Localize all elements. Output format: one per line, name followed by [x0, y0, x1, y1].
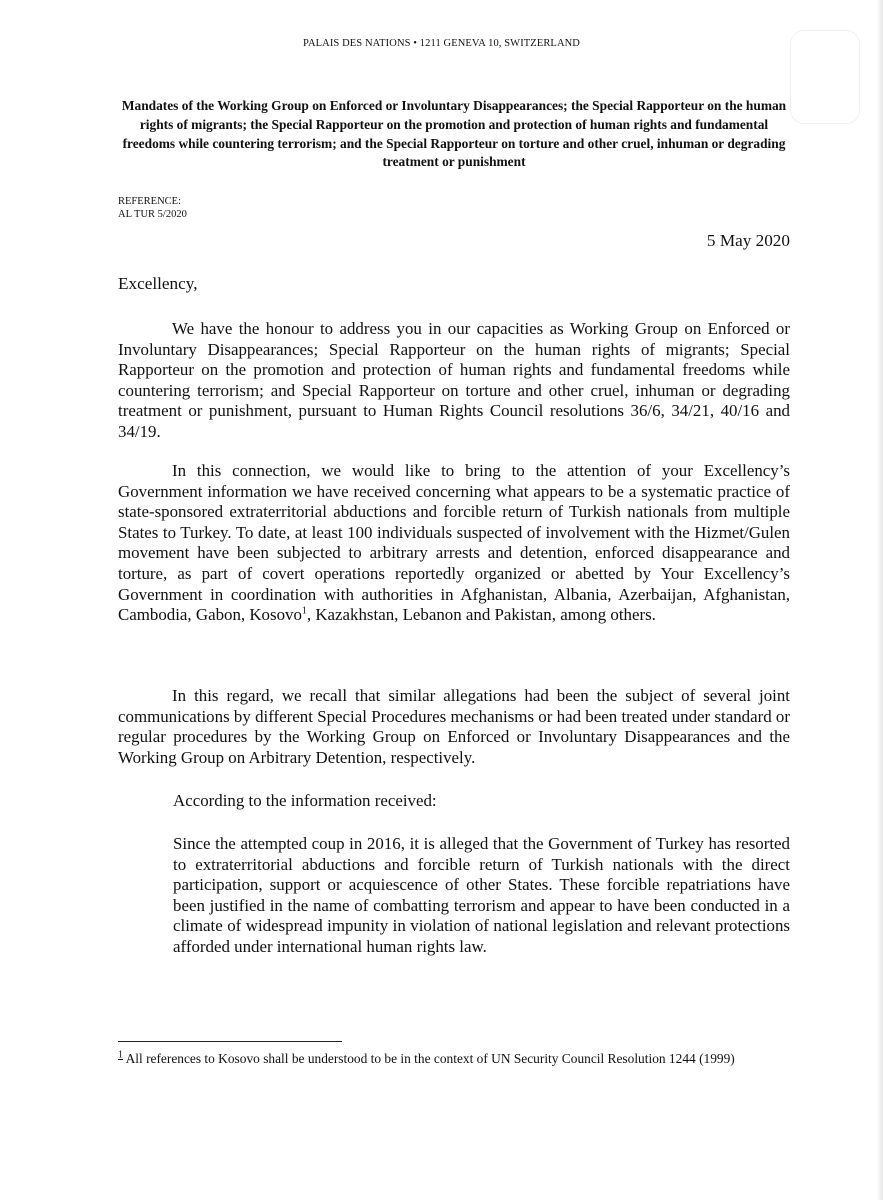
paragraph-allegations-tail: , Kazakhstan, Lebanon and Pakistan, among others. [306, 605, 656, 625]
paragraph-information-intro: According to the information received: [173, 791, 437, 810]
information-received-block: Since the attempted coup in 2016, it is alleged that the Government of Turkey has resorted to extraterritorial abductions and forcible return of Turkish nationals with the direct participation, support or acquiescence of other States. These forcible repatriations have been justified in the name of combatting terrorism and appear to have been conducted in a climate of widespread impunity in violation of national legislation and relevant protections afforded under international human rights law. [173, 834, 790, 956]
footnote [118, 1050, 790, 1067]
letter-date: 5 May 2020 [706, 231, 790, 250]
salutation: Excellency, [118, 274, 198, 293]
page-edge-shadow [877, 0, 883, 1200]
paragraph-prior-communications: In this regard, we recall that similar allegations had been the subject of several joint communications by different Special Procedures mechanisms or had been treated under standard or regular procedures by the Working Group on Enforced or Involuntary Disappearances and the Working Group on Arbitrary Detention, respectively. [118, 686, 790, 767]
footnote-divider [118, 1041, 342, 1042]
mandates-heading: Mandates of the Working Group on Enforced or Involuntary Disappearances; the Special Rapporteur on the human rights of migrants; the Special Rapporteur on the promotion and protection of human rights and fundamental freedoms while countering terrorism; and the Special Rapporteur on torture and other cruel, inhuman or degrading treatment or punishment [121, 98, 787, 170]
reference-code: AL TUR 5/2020 [118, 209, 187, 220]
footnote-reference[interactable]: 1 [301, 605, 307, 617]
reference-block [118, 195, 187, 221]
footnote-marker: 1 [118, 1049, 123, 1061]
paragraph-mandates: We have the honour to address you in our capacities as Working Group on Enforced or Involuntary Disappearances; Special Rapporteur on the human rights of migrants; Special Rapporteur on the promotion and protection of human rights and fundamental freedoms while countering terrorism; and Special Rapporteur on torture and other cruel, inhuman or degrading treatment or punishment, pursuant to Human Rights Council resolutions 36/6, 34/21, 40/16 and 34/19. [118, 319, 790, 441]
reference-label: REFERENCE: [118, 196, 182, 207]
paragraph-allegations [118, 461, 790, 626]
footnote-text: All references to Kosovo shall be understood to be in the context of UN Security Council Resolution 1244 (1999) [123, 1051, 735, 1066]
paragraph-allegations-main: In this connection, we would like to bring to the attention of your Excellency’s Government information we have received concerning what appears to be a systematic practice of state-sponsored extraterritorial abductions and forcible return of Turkish nationals from multiple States to Turkey. To date, at least 100 individuals suspected of involvement with the Hizmet/Gulen movement have been subjected to arbitrary arrests and detention, enforced disappearance and torture, as part of covert operations reportedly organized or abetted by Your Excellency’s Government in coordination with authorities in Afghanistan, Albania, Azerbaijan, Afghanistan, Cambodia, Gabon, Kosovo [118, 461, 790, 625]
letterhead-address: PALAIS DES NATIONS • 1211 GENEVA 10, SWITZERLAND [302, 38, 580, 49]
